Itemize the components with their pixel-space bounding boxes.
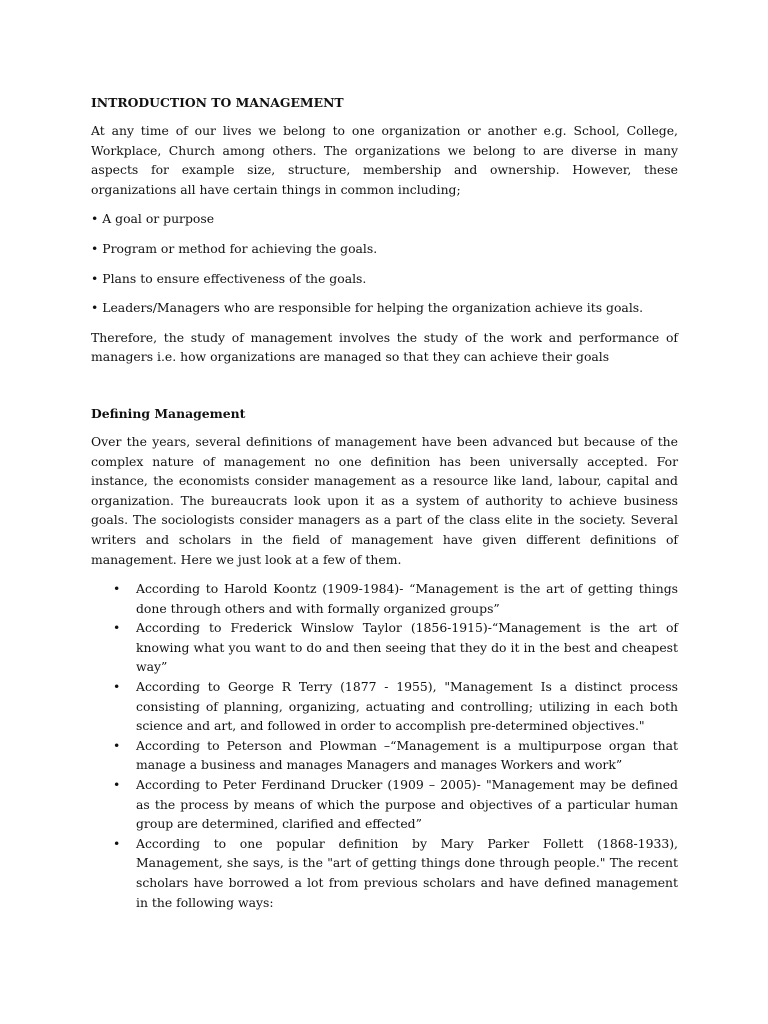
definition-text: According to Peter Ferdinand Drucker (1909 – 2005)- "Management may be defined as the process by means of which the purpose and objectives of a particular human group are determined, clarified and effected” bbox=[136, 777, 678, 832]
bullet-icon: • bbox=[113, 620, 121, 636]
definition-item bbox=[91, 736, 678, 775]
definitions-list bbox=[91, 579, 678, 912]
definition-text: According to one popular definition by Mary Parker Follett (1868-1933), Management, she says, is the "art of getting things done through people." The recent scholars have borrowed a lot from previous scholars and have defined management in the following ways: bbox=[136, 835, 678, 910]
common-item: • Plans to ensure effectiveness of the goals. bbox=[91, 270, 367, 286]
intro-paragraph: At any time of our lives we belong to one organization or another e.g. School, College, Workplace, Church among others. The organizations we belong to are diverse in many aspects for example size, structure, membership and ownership. However, these organizations all have certain things in common including; bbox=[91, 123, 678, 197]
definition-item bbox=[91, 618, 678, 677]
definition-item bbox=[91, 677, 678, 736]
definition-text: According to Peterson and Plowman –“Management is a multipurpose organ that manage a business and manages Managers and manages Workers and work” bbox=[136, 737, 678, 773]
page-title: INTRODUCTION TO MANAGEMENT bbox=[91, 95, 344, 110]
definition-item bbox=[91, 775, 678, 834]
definition-text: According to Harold Koontz (1909-1984)- “Management is the art of getting things done through others and with formally organized groups” bbox=[136, 581, 678, 616]
bullet-icon: • bbox=[113, 737, 121, 753]
study-paragraph: Therefore, the study of management involves the study of the work and performance of managers i.e. how organizations are managed so that they can achieve their goals bbox=[91, 329, 678, 365]
bullet-icon: • bbox=[113, 679, 121, 695]
bullet-icon: • bbox=[113, 581, 121, 597]
section-heading: Defining Management bbox=[91, 405, 246, 421]
common-item: • A goal or purpose bbox=[91, 211, 215, 227]
section-intro-paragraph: Over the years, several definitions of management have been advanced but because of the complex nature of management no one definition has been universally accepted. For instance, the economists consider management as a resource like land, labour, capital and organization. The bureaucrats look upon it as a system of authority to achieve business goals. The sociologists consider managers as a part of the class elite in the society. Several writers and scholars in the field of management have given different definitions of management. Here we just look at a few of them. bbox=[91, 433, 678, 567]
section-spacer bbox=[91, 377, 678, 405]
common-item: • Program or method for achieving the goals. bbox=[91, 240, 378, 256]
definition-item bbox=[91, 834, 678, 912]
common-item: • Leaders/Managers who are responsible for helping the organization achieve its goals. bbox=[91, 300, 644, 316]
bullet-icon: • bbox=[113, 777, 121, 793]
definition-item bbox=[91, 579, 678, 618]
definition-text: According to George R Terry (1877 - 1955), "Management Is a distinct process consisting of planning, organizing, actuating and controlling; utilizing in each both science and art, and followed in order to accomplish pre-determined objectives." bbox=[136, 679, 678, 734]
definition-text: According to Frederick Winslow Taylor (1856-1915)-“Management is the art of knowing what you want to do and then seeing that they do it in the best and cheapest way” bbox=[136, 620, 678, 675]
bullet-icon: • bbox=[113, 835, 121, 851]
